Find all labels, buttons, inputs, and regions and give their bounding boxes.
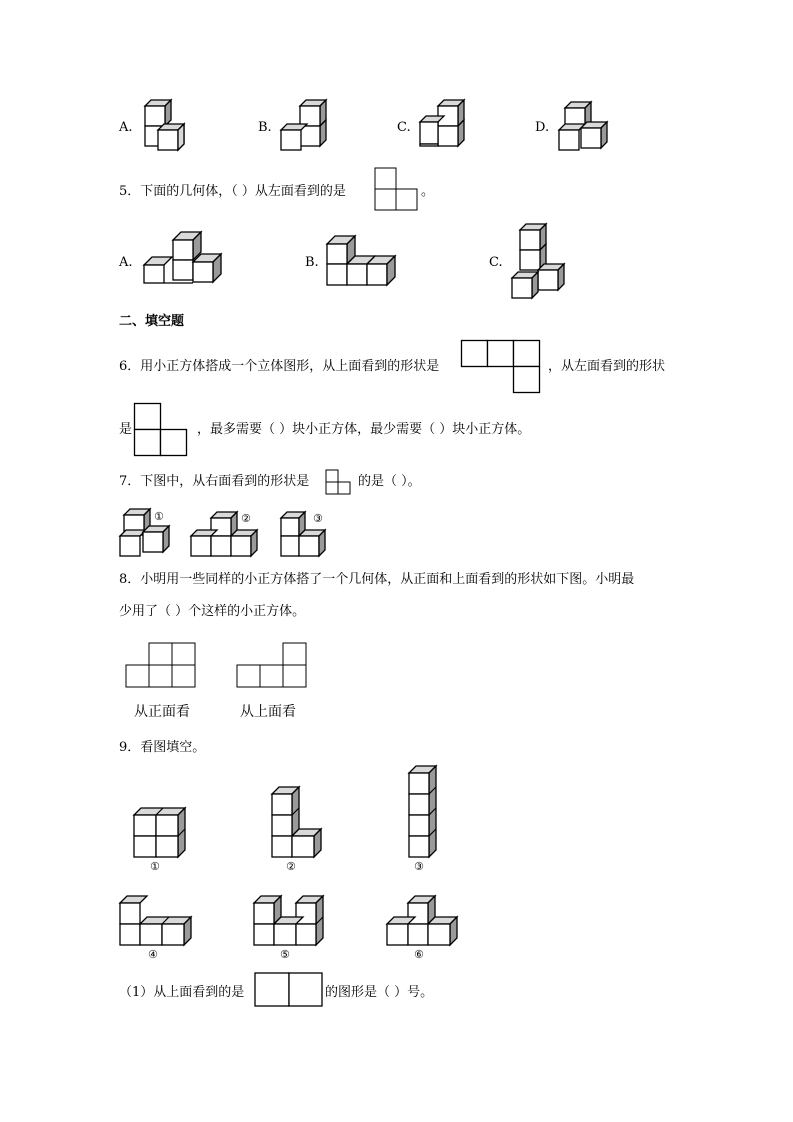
q7-text-after: 的是（ ）。: [358, 474, 421, 489]
q9-figure-2: [272, 787, 321, 857]
q9-figure-5: [254, 896, 323, 945]
q9-figure-6: [387, 896, 457, 945]
q9-figure-6-label: ⑥: [414, 948, 424, 961]
q5-text-before: 5．下面的几何体，（ ）从左面看到的是: [119, 184, 346, 199]
q9-figure-5-label: ⑤: [280, 948, 290, 961]
q5-option-b-label: B.: [305, 255, 319, 270]
q7-figure-1-label: ①: [154, 510, 164, 523]
q9-figure-4: [120, 896, 191, 945]
q9-figure-3-label: ③: [414, 860, 424, 873]
q6-line2-before: 是: [119, 422, 133, 437]
q8-line1: 8．小明用一些同样的小正方体搭了一个几何体，从正面和上面看到的形状如下图。小明最: [119, 572, 635, 587]
q9-figure-4-label: ④: [148, 948, 158, 961]
q9-figure-1: [134, 808, 185, 857]
q4-option-d-label: D.: [535, 120, 550, 135]
q9-figure-3: [409, 766, 436, 857]
q5-option-a-label: A.: [119, 255, 133, 270]
q7-text-before: 7．下图中，从右面看到的形状是: [119, 474, 310, 489]
q4-option-a-label: A.: [119, 120, 133, 135]
q7-figure-3-label: ③: [313, 512, 323, 525]
q9-figure-1-label: ①: [150, 860, 160, 873]
q5-text-after: 。: [421, 184, 435, 199]
q8-caption-front: 从正面看: [134, 704, 190, 720]
q9-title: 9．看图填空。: [119, 740, 206, 755]
q8-line2: 少用了（ ）个这样的小正方体。: [119, 604, 306, 619]
q9-top-view-figure: [254, 972, 324, 1008]
q4-option-c-label: C.: [397, 120, 411, 135]
q9-sub1-before: （1）从上面看到的是: [119, 985, 245, 1000]
q6-line1-after: ，从左面看到的形状: [548, 359, 666, 374]
q8-caption-top: 从上面看: [240, 704, 296, 720]
q7-figure-2-label: ②: [241, 512, 251, 525]
q5-option-c-label: C.: [489, 255, 503, 270]
q9-figure-2-label: ②: [286, 860, 296, 873]
q9-sub1-after: 的图形是（ ）号。: [325, 985, 434, 1000]
q4-option-b-label: B.: [258, 120, 272, 135]
q6-line2-after: ，最多需要（ ）块小正方体，最少需要（ ）块小正方体。: [197, 422, 531, 437]
section-title: 二、填空题: [119, 314, 185, 329]
q6-line1-before: 6．用小正方体搭成一个立体图形，从上面看到的形状是: [119, 359, 440, 374]
